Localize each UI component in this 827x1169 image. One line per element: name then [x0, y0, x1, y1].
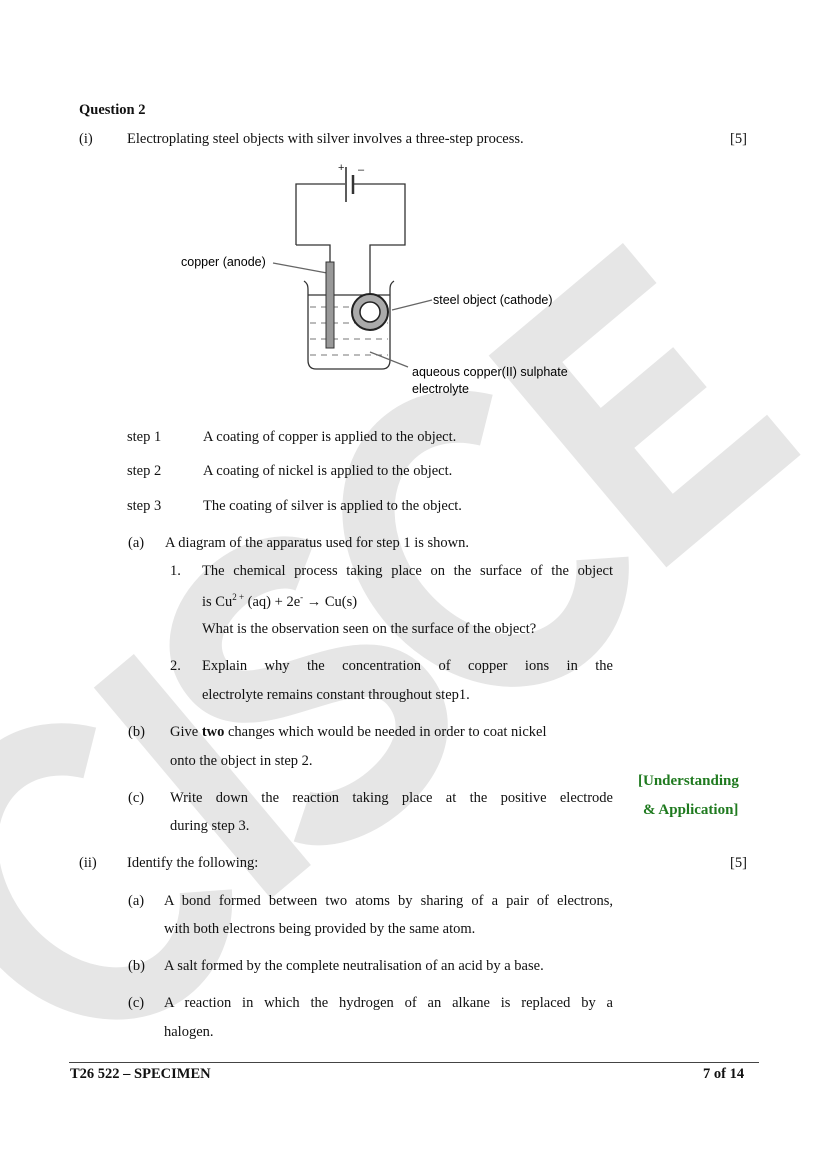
- battery-minus: –: [358, 164, 365, 176]
- question-title: Question 2: [79, 102, 146, 118]
- electrolyte-label-2: electrolyte: [412, 382, 469, 396]
- q2-line1: Explain why the concentration of copper ions in the: [202, 658, 613, 674]
- q2-line2: electrolyte remains constant throughout step1.: [202, 687, 470, 703]
- part-i-number: (i): [79, 131, 93, 147]
- ii-c-line1: A reaction in which the hydrogen of an alkane is replaced by a: [164, 995, 613, 1011]
- step-text: A coating of copper is applied to the object.: [203, 429, 457, 445]
- q2-number: 2.: [170, 658, 181, 674]
- part-ii-marks: [5]: [730, 855, 747, 871]
- step-text: A coating of nickel is applied to the object.: [203, 463, 453, 479]
- skill-tag-line1: [Understanding: [638, 773, 739, 789]
- electroplating-diagram: [170, 155, 590, 405]
- q1-line1: The chemical process taking place on the surface of the object: [202, 563, 613, 579]
- electrolyte-label-1: aqueous copper(II) sulphate: [412, 365, 568, 379]
- anode-label: copper (anode): [181, 255, 266, 269]
- sub-c-label: (c): [128, 790, 145, 806]
- sub-b-label: (b): [128, 724, 145, 740]
- ii-b-line1: A salt formed by the complete neutralisation of an acid by a base.: [164, 958, 544, 974]
- page-number: 7 of 14: [703, 1066, 745, 1082]
- eq-sup: 2 +: [232, 592, 245, 602]
- eq-part: → Cu(s): [303, 593, 358, 610]
- ii-c-line2: halogen.: [164, 1024, 214, 1040]
- sub-b-line2: onto the object in step 2.: [170, 753, 313, 769]
- q1-line3: What is the observation seen on the surface of the object?: [202, 621, 537, 637]
- step-label: step 1: [127, 429, 162, 445]
- part-i-marks: [5]: [730, 131, 747, 147]
- cathode-label: steel object (cathode): [433, 293, 553, 307]
- battery-plus: +: [338, 162, 345, 174]
- eq-sup: -: [300, 592, 304, 602]
- sub-a-text: A diagram of the apparatus used for step 1 is shown.: [165, 535, 470, 551]
- ii-a-label: (a): [128, 893, 145, 909]
- part-ii-number: (ii): [79, 855, 97, 871]
- sub-b-line1: [170, 724, 546, 741]
- text: Give: [170, 724, 202, 740]
- q1-equation: [202, 592, 357, 611]
- part-i-text: Electroplating steel objects with silver involves a three-step process.: [127, 131, 524, 147]
- sub-c-line2: during step 3.: [170, 818, 250, 834]
- part-ii-text: Identify the following:: [127, 855, 259, 871]
- eq-part: (aq) + 2e: [244, 593, 301, 610]
- step-label: step 3: [127, 498, 162, 514]
- eq-part: is Cu: [202, 593, 233, 610]
- ii-b-label: (b): [128, 958, 145, 974]
- skill-tag-line2: & Application]: [643, 802, 739, 818]
- bold-text: two: [201, 724, 225, 740]
- sub-c-line1: Write down the reaction taking place at the positive electrode: [170, 790, 613, 806]
- footer-code: T26 522 – SPECIMEN: [70, 1066, 211, 1082]
- step-label: step 2: [127, 463, 162, 479]
- footer-divider: [69, 1062, 759, 1063]
- sub-a-label: (a): [128, 535, 145, 551]
- step-text: The coating of silver is applied to the object.: [203, 498, 462, 514]
- q1-number: 1.: [170, 563, 181, 579]
- ii-a-line1: A bond formed between two atoms by sharing of a pair of electrons,: [164, 893, 613, 909]
- ii-c-label: (c): [128, 995, 145, 1011]
- ii-a-line2: with both electrons being provided by the same atom.: [164, 921, 476, 937]
- text: changes which would be needed in order to coat nickel: [224, 724, 547, 740]
